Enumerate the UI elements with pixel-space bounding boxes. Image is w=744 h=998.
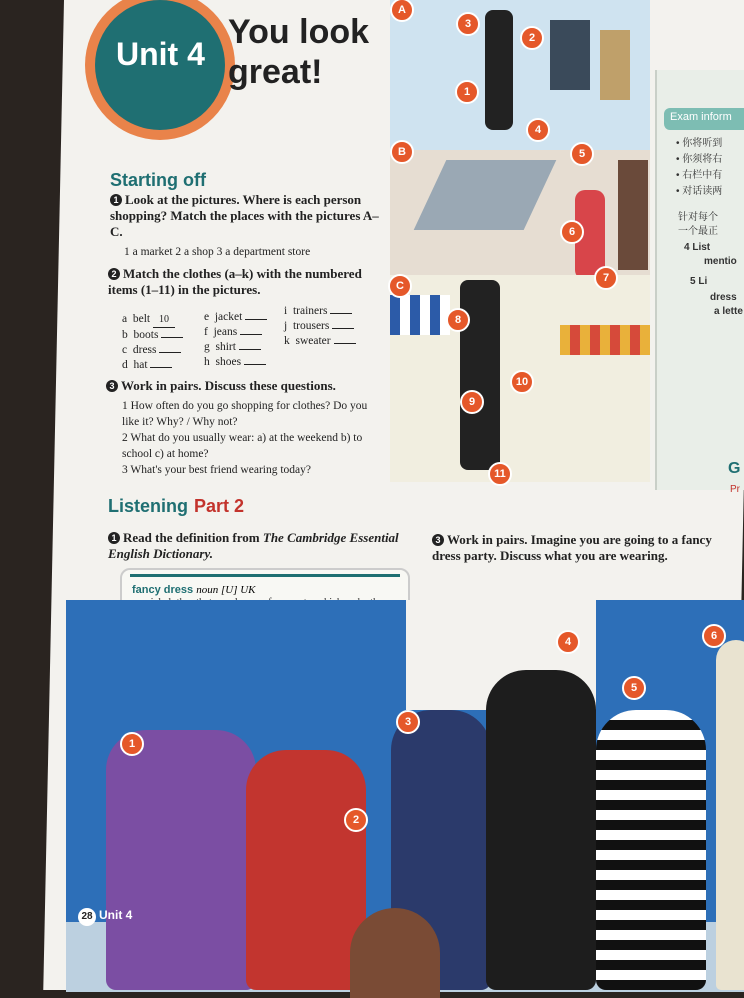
person-2-superman <box>246 750 366 990</box>
right-page-line: 一个最正 <box>678 226 718 237</box>
right-page-line: mentio <box>704 256 737 267</box>
unit-label: Unit 4 <box>116 36 205 72</box>
comic-number: 2 <box>344 808 368 832</box>
number-label: 1 <box>455 80 479 104</box>
discussion-question: 3 What's your best friend wearing today? <box>122 464 311 476</box>
thumb <box>350 908 440 998</box>
person-1 <box>106 730 256 990</box>
right-page-subheading: Pr <box>730 484 740 495</box>
comic-number: 5 <box>622 676 646 700</box>
exercise-1-options: 1 a market 2 a shop 3 a department store <box>124 246 311 258</box>
zone-label: A <box>390 0 414 22</box>
number-label: 8 <box>446 308 470 332</box>
unit-title-line2: great! <box>228 53 323 91</box>
right-page-line: • 你须将右 <box>676 154 723 165</box>
exercise-number: 1 <box>110 194 122 206</box>
right-page-line: a lette <box>714 306 743 317</box>
number-label: 2 <box>520 26 544 50</box>
unit-title <box>228 12 369 92</box>
exercise-text: Work in pairs. Discuss these questions. <box>121 378 336 393</box>
clothes-item: c dress <box>122 343 204 358</box>
exercise-text: Work in pairs. Imagine you are going to a fancy dress party. Discuss what you are wearing. <box>432 532 712 563</box>
zone-label: B <box>390 140 414 164</box>
comic-number: 6 <box>702 624 726 648</box>
shopping-illustration <box>390 0 650 482</box>
answer-blank[interactable] <box>150 367 172 368</box>
exercise-number: 1 <box>108 532 120 544</box>
number-label: 10 <box>510 370 534 394</box>
clothes-item: j trousers <box>284 319 384 334</box>
answer-blank[interactable] <box>244 364 266 365</box>
right-page-line: • 对话读两 <box>676 186 723 197</box>
answer-blank[interactable] <box>239 349 261 350</box>
page-footer <box>78 908 132 926</box>
unit-title-line1: You look <box>228 13 370 51</box>
man-figure <box>460 280 500 470</box>
number-label: 6 <box>560 220 584 244</box>
clothes-item: h shoes <box>204 355 286 370</box>
clothes-item: e jacket <box>204 310 286 325</box>
exercise-text: Read the definition from <box>123 530 263 545</box>
starting-off-heading: Starting off <box>110 170 206 190</box>
clothes-item: f jeans <box>204 325 286 340</box>
zone-label: C <box>388 274 412 298</box>
right-page-line: • 右栏中有 <box>676 170 723 181</box>
clothes-item: k sweater <box>284 334 384 349</box>
exercise-2 <box>108 266 388 298</box>
number-label: 9 <box>460 390 484 414</box>
part-label: Part 2 <box>194 496 245 516</box>
dictionary-title: The Cambridge Essential English Dictionary. <box>108 530 399 561</box>
escalator <box>414 160 557 230</box>
man-figure <box>485 10 513 130</box>
person-6 <box>716 640 744 990</box>
exercise-number: 3 <box>106 380 118 392</box>
right-page-line: dress <box>710 292 737 303</box>
exercise-3 <box>106 378 386 394</box>
comic-number: 3 <box>396 710 420 734</box>
answer-blank[interactable] <box>159 352 181 353</box>
answer-blank[interactable]: 10 <box>153 312 175 328</box>
answer-blank[interactable] <box>161 337 183 338</box>
clothes-item: g shirt <box>204 340 286 355</box>
clothes-column-3 <box>284 304 384 349</box>
answer-blank[interactable] <box>332 328 354 329</box>
clothes-column-2 <box>204 310 286 370</box>
right-page-line: • 你将听到 <box>676 138 723 149</box>
clothes-item: i trainers <box>284 304 384 319</box>
definition-bar <box>130 574 400 577</box>
exercise-number: 3 <box>432 534 444 546</box>
answer-blank[interactable] <box>334 343 356 344</box>
department-store-scene <box>390 150 650 275</box>
number-label: 11 <box>488 462 512 486</box>
comic-number: 4 <box>556 630 580 654</box>
exercise-text: Match the clothes (a–k) with the numbered items (1–11) in the pictures. <box>108 266 362 297</box>
exercise-number: 2 <box>108 268 120 280</box>
exercise-1 <box>110 192 390 240</box>
comic-number: 1 <box>120 732 144 756</box>
clothes-item: b boots <box>122 328 204 343</box>
answer-blank[interactable] <box>330 313 352 314</box>
market-awning <box>560 325 650 355</box>
clothes-item: a belt 10 <box>122 312 204 328</box>
coat-display <box>600 30 630 100</box>
page-number: 28 <box>78 908 96 926</box>
clothes-item: d hat <box>122 358 204 373</box>
definition-headword: fancy dress noun [U] UK <box>132 584 256 596</box>
number-label: 7 <box>594 266 618 290</box>
mirror <box>618 160 648 270</box>
right-page-line: 4 List <box>684 242 711 253</box>
discussion-question: 1 How often do you go shopping for clothes? Do you like it? Why? / Why not? <box>122 400 368 428</box>
footer-unit: Unit 4 <box>99 908 133 922</box>
listening-exercise-3 <box>432 532 732 564</box>
shop-scene <box>390 0 650 150</box>
clothes-column-1 <box>122 312 204 373</box>
exam-info-tab: Exam inform <box>664 108 744 130</box>
right-page-heading: G <box>728 460 741 477</box>
person-5-stripes <box>596 710 706 990</box>
number-label: 3 <box>456 12 480 36</box>
answer-blank[interactable] <box>245 319 267 320</box>
exercise-text: Look at the pictures. Where is each person shopping? Match the places with the pictures A–C. <box>110 192 379 239</box>
number-label: 5 <box>570 142 594 166</box>
number-label: 4 <box>526 118 550 142</box>
person-4-pirate <box>486 670 596 990</box>
listening-exercise-1 <box>108 530 408 562</box>
market-awning <box>390 295 450 335</box>
discussion-question: 2 What do you usually wear: a) at the weekend b) to school c) at home? <box>122 432 363 460</box>
listening-heading: Listening Part 2 <box>108 496 245 516</box>
answer-blank[interactable] <box>240 334 262 335</box>
right-page-line: 5 Li <box>690 276 708 287</box>
right-page-line: 针对每个 <box>678 212 718 223</box>
jacket-display <box>550 20 590 90</box>
